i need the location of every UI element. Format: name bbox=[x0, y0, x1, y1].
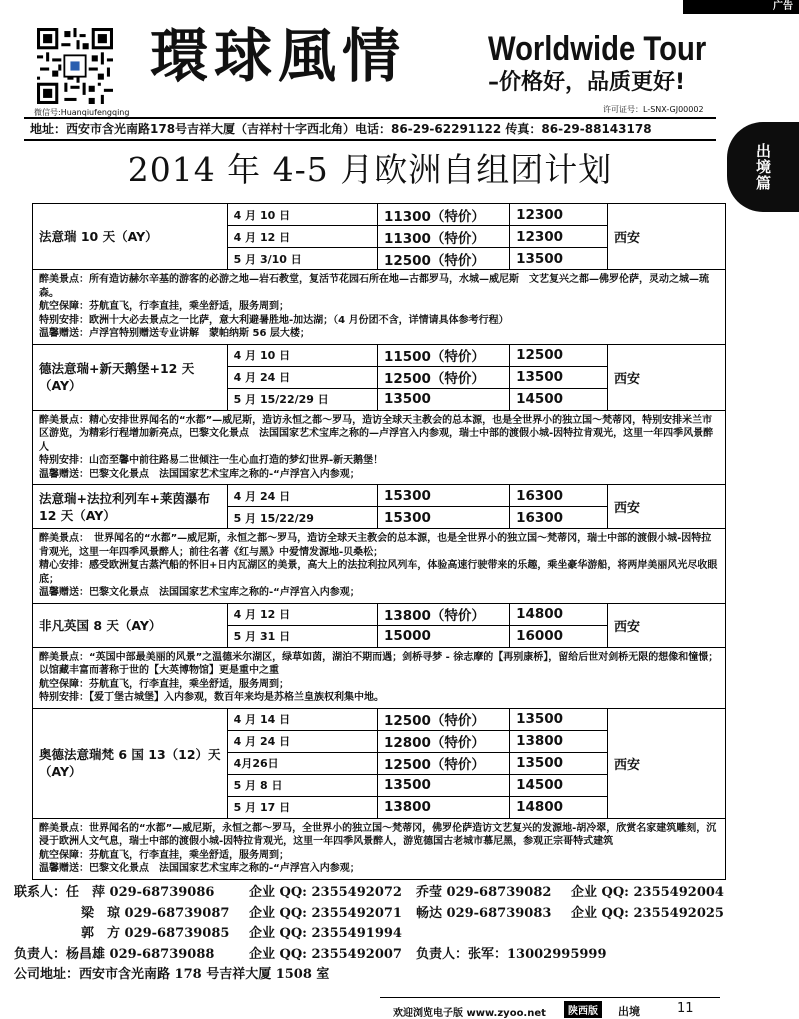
contact-qq: 企业 QQ: 2355492007 bbox=[249, 946, 402, 962]
contact-qq: 企业 QQ: 2355492004 bbox=[571, 885, 724, 900]
price-regular: 16000 bbox=[510, 625, 608, 647]
price-special: 12500（特价） bbox=[377, 708, 509, 730]
price-regular: 16300 bbox=[510, 485, 608, 507]
note-line: 醉美景点：精心安排世界闻名的“水都”—威尼斯，造访永恒之都～罗马，造访全球天主教会的总本源，也是全世界小的独立国～梵蒂冈，特别安排米兰市区游览，为精彩行程增加新亮点，巴黎文化景点 法国国家艺术宝库之称的—卢浮宫入内参观，瑞士中部的渡假小城-因特拉肯观光，这里一年四季风景醉人 bbox=[39, 414, 714, 453]
price-special: 11300（特价） bbox=[377, 204, 509, 226]
footer-edition-badge: 陕西版 bbox=[564, 1001, 602, 1018]
note-line: 温馨赠送：巴黎文化景点 法国国家艺术宝库之称的-“卢浮宫入内参观； bbox=[39, 863, 360, 874]
departure-row bbox=[33, 344, 726, 366]
tour-notes-row bbox=[33, 270, 726, 345]
license-number: 许可证号：L-SNX-GJ00002 bbox=[603, 105, 704, 114]
price-special: 12500（特价） bbox=[377, 752, 509, 774]
note-line: 航空保障：芬航直飞，行李直挂，乘坐舒适，服务周到； bbox=[39, 849, 289, 861]
departure-city: 西安 bbox=[607, 603, 725, 647]
tour-notes bbox=[33, 410, 726, 485]
departure-date: 4 月 12 日 bbox=[227, 226, 377, 248]
price-regular: 14500 bbox=[510, 774, 608, 796]
divider bbox=[380, 997, 720, 998]
route-name: 非凡英国 8 天（AY） bbox=[33, 603, 228, 647]
contact-qq: 企业 QQ: 2355492025 bbox=[571, 905, 724, 921]
contact-person: 梁 琼 029-68739087 bbox=[81, 905, 230, 921]
price-special: 13800 bbox=[377, 796, 509, 818]
note-line: 温馨赠送：巴黎文化景点 法国国家艺术宝库之称的-“卢浮宫入内参观； bbox=[39, 587, 360, 598]
page-number: 11 bbox=[677, 1001, 694, 1016]
footer-website[interactable]: 欢迎浏览电子版 www.zyoo.net bbox=[393, 1008, 546, 1019]
price-special: 13500 bbox=[377, 774, 509, 796]
company-contact-line: 地址：西安市含光南路178号吉祥大厦（吉祥村十字西北角）电话：86-29-62291122 传真：86-29-88143178 bbox=[30, 122, 652, 136]
contact-qq: 企业 QQ: 2355491994 bbox=[249, 926, 402, 941]
manager-contact: 负责人：杨昌雄 029-68739088 bbox=[14, 946, 215, 962]
price-special: 11300（特价） bbox=[377, 226, 509, 248]
price-regular: 13800 bbox=[510, 730, 608, 752]
price-special: 15300 bbox=[377, 507, 509, 529]
qr-code-icon bbox=[37, 28, 113, 104]
note-line: 特别安排：山峦至馨中前往路易二世倾注一生心血打造的梦幻世界-新天鹅堡！ bbox=[39, 455, 384, 466]
contact-person: 乔莹 029-68739082 bbox=[416, 885, 552, 900]
tour-notes-row bbox=[33, 529, 726, 604]
route-name: 法意瑞 10 天（AY） bbox=[33, 204, 228, 270]
price-special: 12800（特价） bbox=[377, 730, 509, 752]
departure-row bbox=[33, 204, 726, 226]
departure-date: 5 月 8 日 bbox=[227, 774, 377, 796]
route-name: 德法意瑞+新天鹅堡+12 天（AY） bbox=[33, 344, 228, 410]
page-title: 2014 年 4-5 月欧洲自组团计划 bbox=[127, 150, 613, 189]
price-regular: 13500 bbox=[510, 248, 608, 270]
price-regular: 14800 bbox=[510, 796, 608, 818]
note-line: 温馨赠送：巴黎文化景点 法国国家艺术宝库之称的-“卢浮宫入内参观； bbox=[39, 468, 360, 480]
tour-notes-row bbox=[33, 410, 726, 485]
note-line: 航空保障：芬航直飞，行李直挂，乘坐舒适，服务周到； bbox=[39, 678, 289, 690]
price-special: 13500 bbox=[377, 388, 509, 410]
departure-row bbox=[33, 708, 726, 730]
ad-tag: 广告 bbox=[683, 0, 799, 14]
note-line: 醉美景点：世界闻名的“水都”—威尼斯，永恒之都～罗马，全世界小的独立国～梵蒂冈，佛罗伦萨造访文艺复兴的发源地-胡冷翠，欣赏名家建筑雕刻，沉浸于欧洲人文气息，瑞士中部的渡假小城-因特拉肯观光，这里一年四季风景醉人，游览德国古老城市慕尼黑，参观正宗哥特式建筑 bbox=[39, 822, 717, 847]
note-line: 航空保障：芬航直飞，行李直挂，乘坐舒适，服务周到； bbox=[39, 301, 289, 312]
price-regular: 12300 bbox=[510, 204, 608, 226]
note-line: 精心安排：感受欧洲复古蒸汽船的怀旧+日内瓦湖区的美景，高大上的法拉利拉风列车，体验高速行驶带来的乐趣，乘坐豪华游船，将两岸美丽风光尽收眼底； bbox=[39, 560, 718, 585]
wechat-id: 微信号:Huanqiufengqing bbox=[34, 108, 130, 117]
departure-date: 5 月 15/22/29 bbox=[227, 507, 377, 529]
tour-notes bbox=[33, 818, 726, 879]
departure-date: 4 月 14 日 bbox=[227, 708, 377, 730]
price-special: 11500（特价） bbox=[377, 344, 509, 366]
departure-date: 5 月 3/10 日 bbox=[227, 248, 377, 270]
note-line: 醉美景点：“英国中部最美丽的风景”之温德米尔湖区，绿草如茵，湖泊不期而遇；剑桥寻梦 - 徐志摩的【再别康桥】，留给后世对剑桥无限的想像和憧憬；以馆藏丰富而著称于世的【大英博物馆】更是重中之重 bbox=[39, 651, 719, 676]
departure-date: 4 月 12 日 bbox=[227, 603, 377, 625]
tour-notes-row bbox=[33, 818, 726, 879]
price-special: 13800（特价） bbox=[377, 603, 509, 625]
tour-notes bbox=[33, 529, 726, 604]
manager-contact: 负责人：张军：13002995999 bbox=[416, 946, 607, 962]
departure-city: 西安 bbox=[607, 485, 725, 529]
price-special: 12500（特价） bbox=[377, 366, 509, 388]
departure-city: 西安 bbox=[607, 344, 725, 410]
departure-date: 4 月 24 日 bbox=[227, 485, 377, 507]
contact-qq: 企业 QQ: 2355492072 bbox=[249, 885, 402, 900]
tour-notes-row bbox=[33, 647, 726, 708]
departure-row bbox=[33, 603, 726, 625]
tour-notes bbox=[33, 270, 726, 345]
brand-logo-cn: 環球風情 bbox=[150, 22, 407, 90]
price-regular: 12300 bbox=[510, 226, 608, 248]
departure-city: 西安 bbox=[607, 204, 725, 270]
divider bbox=[24, 117, 716, 119]
divider bbox=[24, 139, 716, 141]
price-regular: 14500 bbox=[510, 388, 608, 410]
departure-row bbox=[33, 485, 726, 507]
contact-person: 郭 方 029-68739085 bbox=[81, 926, 230, 941]
departure-date: 4 月 24 日 bbox=[227, 730, 377, 752]
note-line: 温馨赠送：卢浮宫特别赠送专业讲解 蒙帕纳斯 56 层大楼； bbox=[39, 328, 310, 339]
price-special: 15300 bbox=[377, 485, 509, 507]
note-line: 特别安排：【爱丁堡古城堡】入内参观，数百年来均是苏格兰皇族权利集中地。 bbox=[39, 692, 384, 703]
contact-person: 畅达 029-68739083 bbox=[416, 905, 552, 921]
departure-date: 5 月 17 日 bbox=[227, 796, 377, 818]
price-special: 15000 bbox=[377, 625, 509, 647]
tour-notes bbox=[33, 647, 726, 708]
tour-table bbox=[32, 203, 726, 880]
note-line: 醉美景点：所有造访赫尔辛基的游客的必游之地—岩石教堂，复活节花园石所在地—古都罗马，水城—威尼斯 文艺复兴之都—佛罗伦萨，灵动之城—琉森。 bbox=[39, 274, 709, 299]
price-regular: 13500 bbox=[510, 752, 608, 774]
departure-date: 4 月 10 日 bbox=[227, 204, 377, 226]
price-regular: 13500 bbox=[510, 708, 608, 730]
departure-date: 4月26日 bbox=[227, 752, 377, 774]
brand-logo-en: Worldwide Tour bbox=[488, 30, 707, 68]
departure-city: 西安 bbox=[607, 708, 725, 818]
route-name: 法意瑞+法拉利列车+莱茵瀑布 12 天（AY） bbox=[33, 485, 228, 529]
departure-date: 4 月 10 日 bbox=[227, 344, 377, 366]
departure-date: 5 月 15/22/29 日 bbox=[227, 388, 377, 410]
footer-section: 出境 bbox=[618, 1005, 640, 1018]
section-tab[interactable]: 出境篇 bbox=[727, 122, 799, 212]
departure-date: 5 月 31 日 bbox=[227, 625, 377, 647]
contact-qq: 企业 QQ: 2355492071 bbox=[249, 905, 402, 921]
price-regular: 14800 bbox=[510, 603, 608, 625]
price-special: 12500（特价） bbox=[377, 248, 509, 270]
route-name: 奥德法意瑞梵 6 国 13（12）天（AY） bbox=[33, 708, 228, 818]
note-line: 醉美景点： 世界闻名的“水都”—威尼斯，永恒之都～罗马，造访全球天主教会的总本源，也是全世界小的独立国～梵蒂冈，瑞士中部的渡假小城-因特拉肯观光，这里一年四季风景醉人；前往名著《红与黑》中爱情发源地-贝桑松； bbox=[39, 533, 712, 558]
price-regular: 16300 bbox=[510, 507, 608, 529]
price-regular: 12500 bbox=[510, 344, 608, 366]
note-line: 特别安排：欧洲十大必去景点之一比萨，意大利避暑胜地-加达湖；（4 月份团不含，详情请具体参考行程） bbox=[39, 314, 509, 326]
departure-date: 4 月 24 日 bbox=[227, 366, 377, 388]
contact-person: 联系人：任 萍 029-68739086 bbox=[14, 885, 215, 900]
address-text: 公司地址：西安市含光南路 178 号吉祥大厦 1508 室 bbox=[14, 967, 330, 982]
price-regular: 13500 bbox=[510, 366, 608, 388]
slogan: –价格好，品质更好! bbox=[488, 70, 686, 95]
